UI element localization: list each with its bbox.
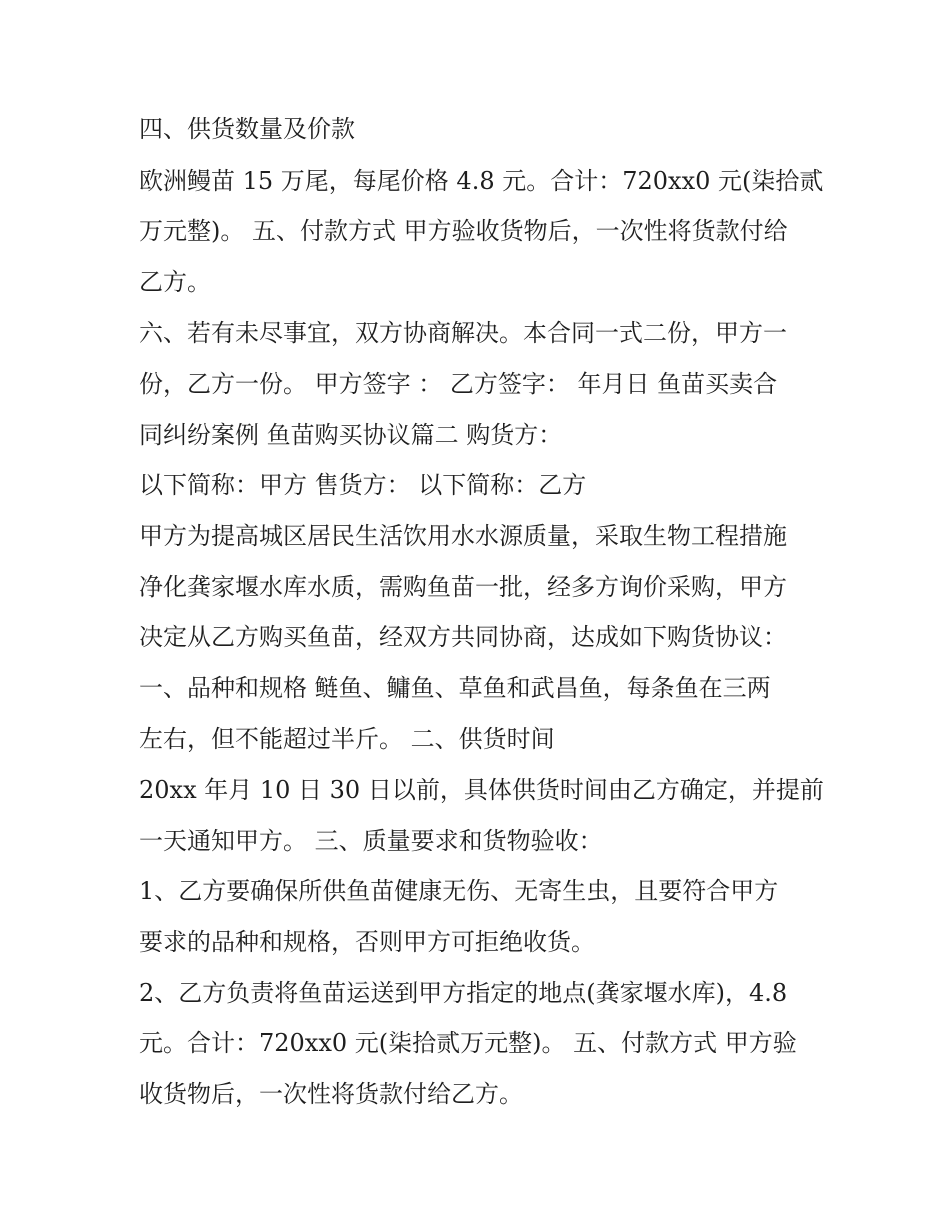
text-line: 一天通知甲方。 三、质量要求和货物验收： — [139, 827, 603, 855]
text-line: 20xx 年月 10 日 30 日以前，具体供货时间由乙方确定，并提前 — [139, 776, 824, 804]
text-line: 决定从乙方购买鱼苗，经双方共同协商，达成如下购货协议： — [139, 623, 787, 651]
text-line: 四、供货数量及价款 — [139, 115, 355, 143]
text-line: 元。合计：720xx0 元(柒拾贰万元整)。 五、付款方式 甲方验 — [139, 1029, 797, 1057]
text-line: 要求的品种和规格，否则甲方可拒绝收货。 — [139, 928, 595, 956]
text-line: 乙方。 — [139, 268, 211, 296]
text-line: 以下简称：甲方 售货方： 以下简称：乙方 — [139, 471, 587, 499]
text-line: 欧洲鳗苗 15 万尾，每尾价格 4.8 元。合计：720xx0 元(柒拾贰 — [139, 167, 824, 195]
text-line: 万元整)。 五、付款方式 甲方验收货物后，一次性将货款付给 — [139, 217, 788, 245]
text-line: 份，乙方一份。 甲方签字 ： 乙方签字： 年月日 鱼苗买卖合 — [139, 370, 778, 398]
text-line: 六、若有未尽事宜，双方协商解决。本合同一式二份，甲方一 — [139, 319, 787, 347]
text-line: 甲方为提高城区居民生活饮用水水源质量，采取生物工程措施 — [139, 522, 787, 550]
text-line: 收货物后，一次性将货款付给乙方。 — [139, 1080, 523, 1108]
text-line: 2、乙方负责将鱼苗运送到甲方指定的地点(龚家堰水库)，4.8 — [139, 979, 788, 1007]
text-line: 左右，但不能超过半斤。 二、供货时间 — [139, 725, 555, 753]
text-line: 同纠纷案例 鱼苗购买协议篇二 购货方： — [139, 421, 563, 449]
text-line: 净化龚家堰水库水质，需购鱼苗一批，经多方询价采购，甲方 — [139, 573, 787, 601]
text-line: 一、品种和规格 鲢鱼、鳙鱼、草鱼和武昌鱼，每条鱼在三两 — [139, 674, 771, 702]
text-line: 1、乙方要确保所供鱼苗健康无伤、无寄生虫，且要符合甲方 — [139, 877, 779, 905]
